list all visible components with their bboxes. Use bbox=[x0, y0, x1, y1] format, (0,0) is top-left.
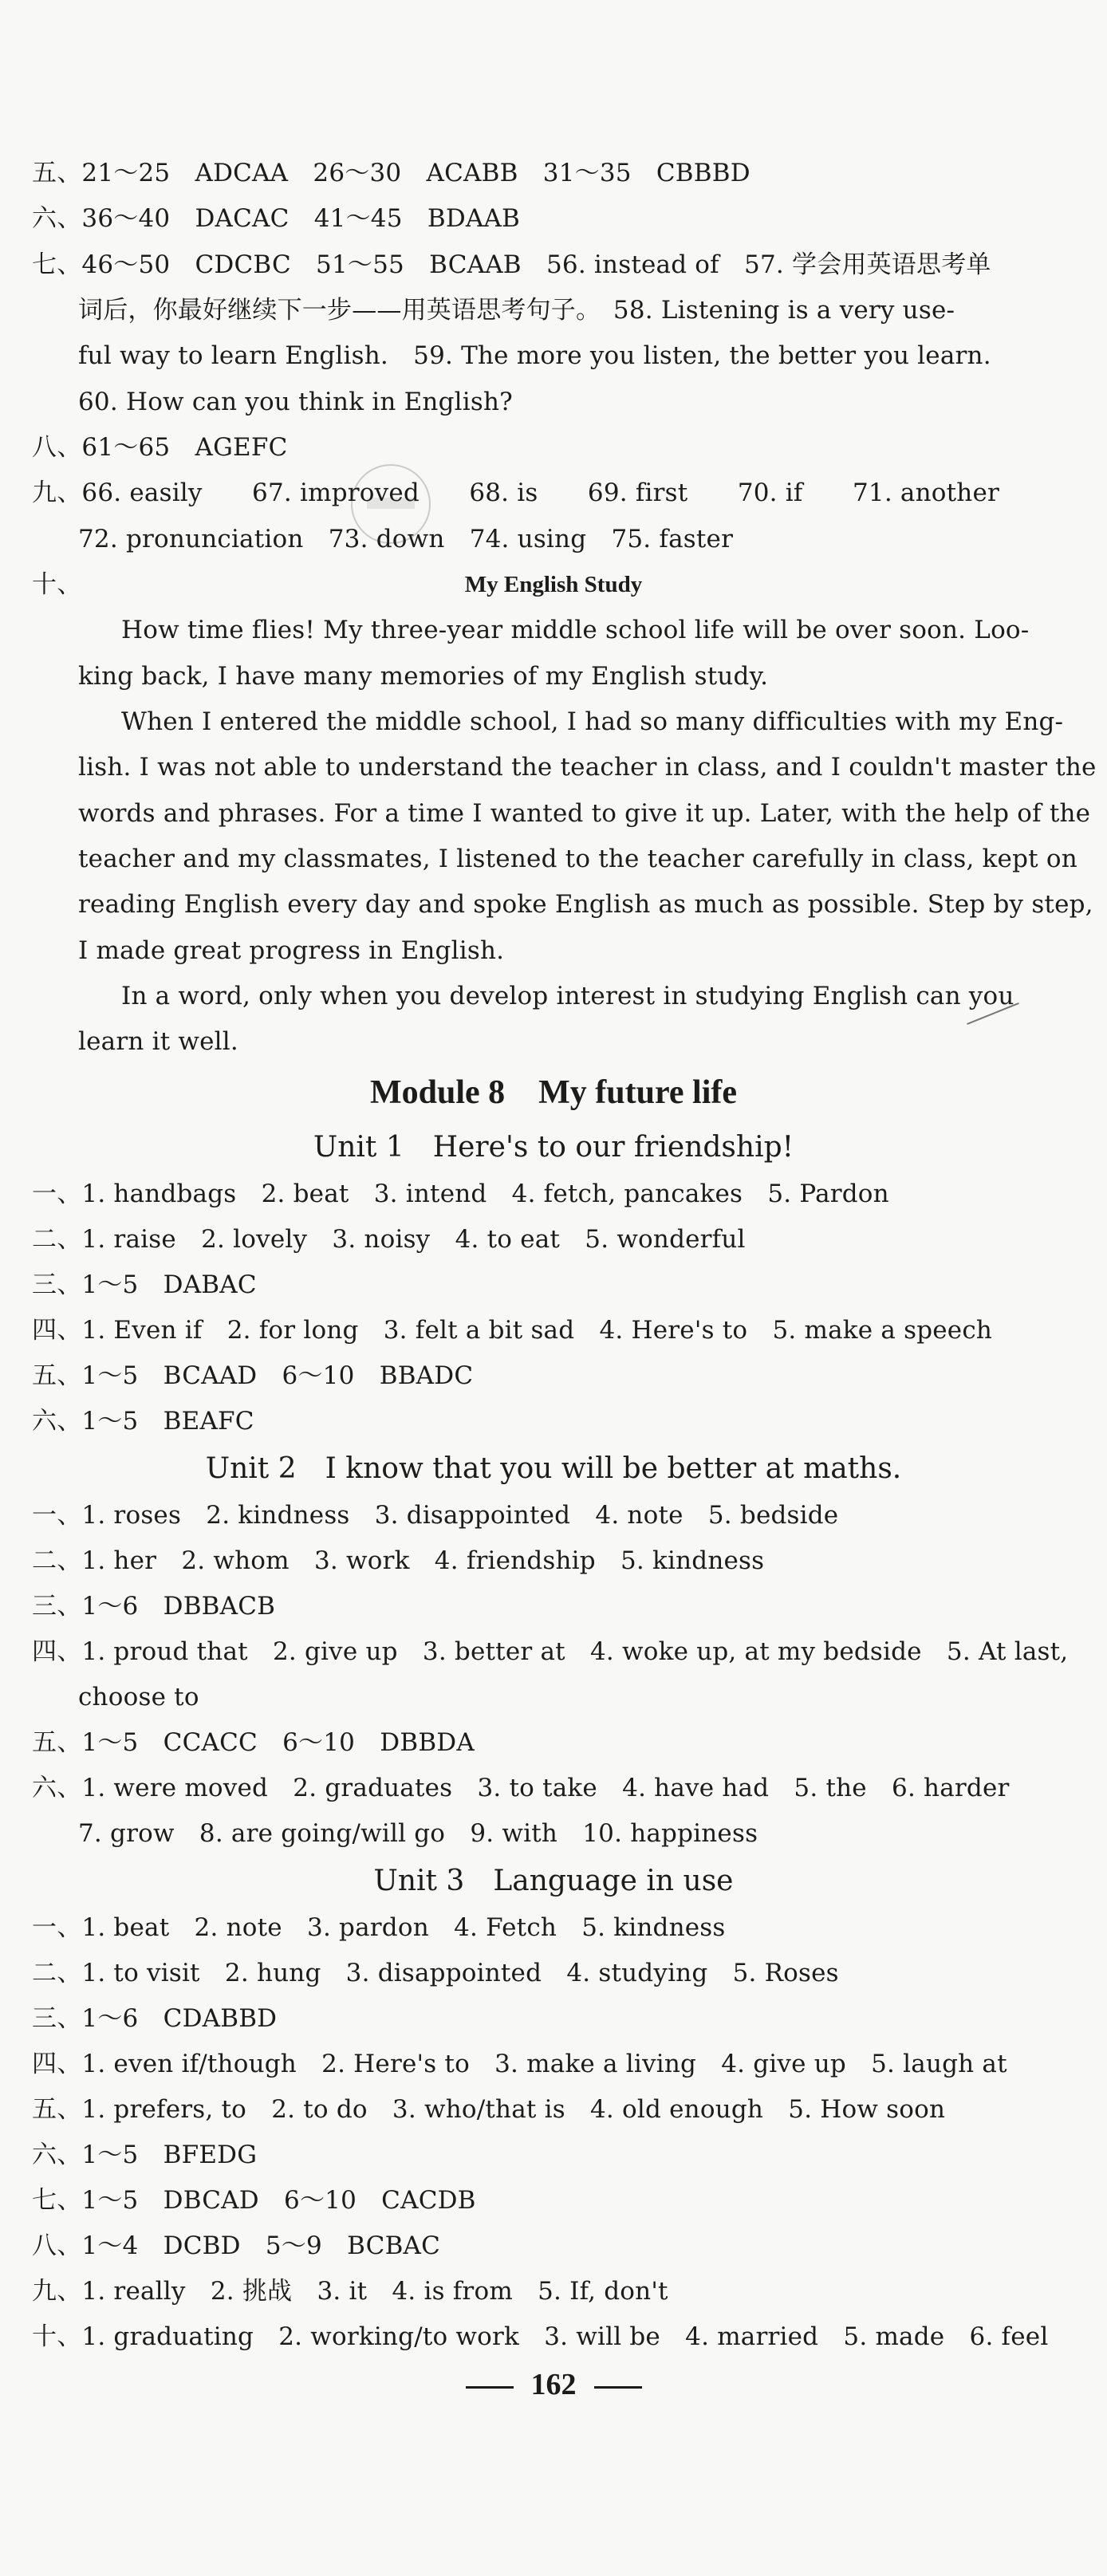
answer-line: 六、1. were moved 2. graduates 3. to take 4. have had 5. the 6. harder bbox=[32, 1774, 1010, 1802]
essay-line: words and phrases. For a time I wanted to give it up. Later, with the help of the bbox=[78, 799, 1091, 828]
answer-line: 二、1. her 2. whom 3. work 4. friendship 5. kindness bbox=[32, 1546, 765, 1575]
answer-line: ful way to learn English. 59. The more you listen, the better you learn. bbox=[78, 341, 991, 370]
answer-line: 60. How can you think in English? bbox=[78, 388, 513, 416]
answer-line: 7. grow 8. are going/will go 9. with 10. happiness bbox=[78, 1819, 758, 1848]
unit-title: Unit 2 I know that you will be better at maths. bbox=[205, 1452, 902, 1485]
unit-title: Unit 3 Language in use bbox=[373, 1865, 734, 1897]
answer-line: 词后，你最好继续下一步——用英语思考句子。 58. Listening is a very use- bbox=[78, 296, 955, 325]
essay-line: In a word, only when you develop interest in studying English can you bbox=[121, 982, 1014, 1010]
essay-line: learn it well. bbox=[78, 1027, 238, 1056]
answer-line: 三、1～5 DABAC bbox=[32, 1270, 257, 1299]
essay-line: lish. I was not able to understand the teacher in class, and I couldn't master the bbox=[78, 753, 1097, 782]
answer-line: 五、1～5 BCAAD 6～10 BBADC bbox=[32, 1361, 474, 1390]
essay-line: king back, I have many memories of my English study. bbox=[78, 662, 769, 691]
page-number-dash-left bbox=[466, 2386, 514, 2389]
page-number bbox=[0, 2362, 1107, 2407]
unit-title: Unit 1 Here's to our friendship! bbox=[313, 1131, 794, 1164]
module-title: Module 8 My future life bbox=[370, 1074, 737, 1111]
page-number-dash-right bbox=[594, 2386, 642, 2389]
answer-line: 一、1. handbags 2. beat 3. intend 4. fetch, pancakes 5. Pardon bbox=[32, 1180, 889, 1208]
essay-line: How time flies! My three-year middle school life will be over soon. Loo- bbox=[121, 616, 1030, 644]
answer-line: 七、46～50 CDCBC 51～55 BCAAB 56. instead of 57. 学会用英语思考单 bbox=[32, 250, 991, 279]
answer-line: 六、1～5 BEAFC bbox=[32, 1407, 254, 1436]
answer-line: 三、1～6 DBBACB bbox=[32, 1592, 276, 1621]
essay-line: teacher and my classmates, I listened to the teacher carefully in class, kept on bbox=[78, 845, 1077, 873]
essay-line: When I entered the middle school, I had so many difficulties with my Eng- bbox=[121, 707, 1064, 736]
answer-line: 九、66. easily 67. improved 68. is 69. first 70. if 71. another bbox=[32, 479, 1000, 507]
answer-line: 五、21～25 ADCAA 26～30 ACABB 31～35 CBBBD bbox=[32, 159, 750, 187]
answer-line: 八、1～4 DCBD 5～9 BCBAC bbox=[32, 2231, 441, 2260]
answer-line: 五、1. prefers, to 2. to do 3. who/that is 4. old enough 5. How soon bbox=[32, 2095, 946, 2124]
answer-line: 五、1～5 CCACC 6～10 DBBDA bbox=[32, 1728, 475, 1757]
essay-title: My English Study bbox=[464, 572, 643, 597]
answer-line: 八、61～65 AGEFC bbox=[32, 433, 288, 462]
answer-line: 二、1. raise 2. lovely 3. noisy 4. to eat 5. wonderful bbox=[32, 1225, 746, 1254]
essay-line: I made great progress in English. bbox=[78, 936, 505, 965]
answer-line: 二、1. to visit 2. hung 3. disappointed 4. studying 5. Roses bbox=[32, 1959, 839, 1987]
answer-line: 一、1. beat 2. note 3. pardon 4. Fetch 5. kindness bbox=[32, 1913, 726, 1942]
answer-line: 四、1. even if/though 2. Here's to 3. make a living 4. give up 5. laugh at bbox=[32, 2050, 1007, 2078]
answer-line: 六、1～5 BFEDG bbox=[32, 2141, 258, 2169]
answer-line: 四、1. Even if 2. for long 3. felt a bit sad 4. Here's to 5. make a speech bbox=[32, 1316, 993, 1345]
answer-line: choose to bbox=[78, 1683, 199, 1711]
answer-line: 72. pronunciation 73. down 74. using 75. faster bbox=[78, 525, 734, 553]
answer-line: 四、1. proud that 2. give up 3. better at 4. woke up, at my bedside 5. At last, bbox=[32, 1637, 1069, 1666]
answer-line: 一、1. roses 2. kindness 3. disappointed 4. note 5. bedside bbox=[32, 1501, 839, 1530]
answer-line: 七、1～5 DBCAD 6～10 CACDB bbox=[32, 2186, 476, 2215]
essay-line: reading English every day and spoke English as much as possible. Step by step, bbox=[78, 890, 1093, 919]
page-number-value: 162 bbox=[530, 2368, 577, 2401]
answer-line: 九、1. really 2. 挑战 3. it 4. is from 5. If, don't bbox=[32, 2277, 668, 2306]
answer-line: 三、1～6 CDABBD bbox=[32, 2004, 278, 2033]
answer-line: 十、1. graduating 2. working/to work 3. will be 4. married 5. made 6. feel bbox=[32, 2322, 1049, 2351]
answer-line: 六、36～40 DACAC 41～45 BDAAB bbox=[32, 204, 521, 233]
section-ten-label: 十、 bbox=[32, 570, 82, 599]
